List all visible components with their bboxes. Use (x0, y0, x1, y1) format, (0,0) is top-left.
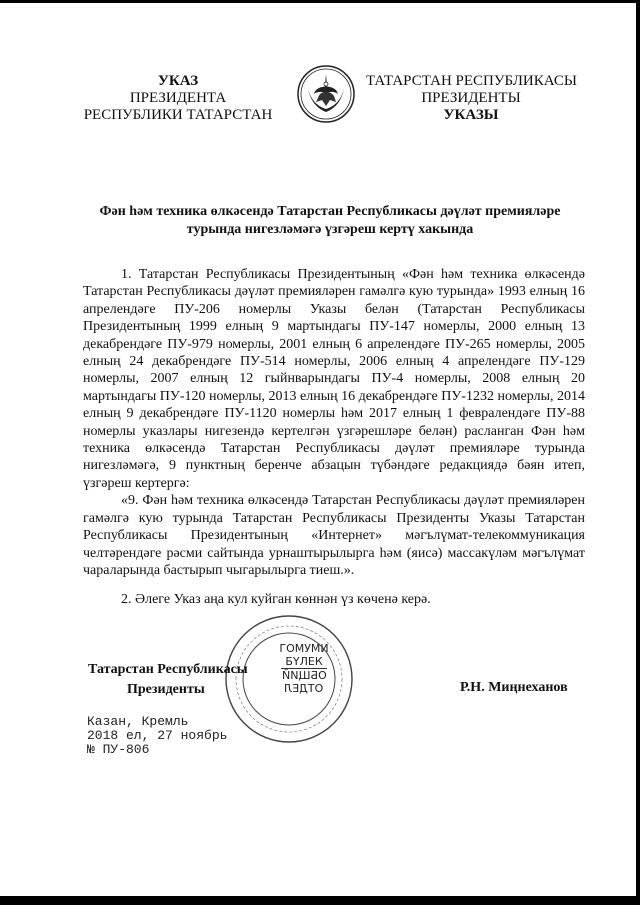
document-title (70, 203, 590, 239)
date-line: 2018 ел, 27 ноябрь (87, 728, 228, 743)
signatory-name: Р.Н. Миңнеханов (460, 680, 568, 695)
place-line: Казан, Кремль (87, 714, 189, 729)
header-right-line-2: ПРЕЗИДЕНТЫ (421, 90, 521, 106)
scan-frame-right (636, 0, 640, 905)
stamp-text (268, 642, 340, 695)
signature-title-line-1: Татарстан Республикасы (88, 662, 248, 677)
header-left-line-1: УКАЗ (157, 73, 199, 89)
place-date-number (87, 715, 227, 757)
header-russian (78, 73, 278, 124)
stamp-line-4: ОТДЕЛ (284, 682, 324, 695)
paragraph-3: 2. Әлеге Указ аңа кул куйган көннән үз көченә керә. (121, 592, 431, 608)
header-left-line-2: ПРЕЗИДЕНТА (129, 90, 227, 106)
scan-frame-bottom (0, 896, 640, 905)
paragraph-1: 1. Татарстан Республикасы Президентының «Фән һәм техника өлкәсендә Татарстан Республикасы дәүләт премияләрен гамәлгә кую турында» 1993 елның 16 апрелендәге ПУ-206 номерлы Указы белән (Татарстан Республикасы Президентының 1999 елның 9 мартындагы ПУ-147 номерлы, 2000 елның 13 декабрендәге ПУ-979 номерлы, 2001 елның 6 апрелендәге ПУ-265 номерлы, 2005 елның 24 декабрендәге ПУ-514 номерлы, 2006 елның 4 апрелендәге ПУ-129 номерлы, 2007 елның 12 гыйнварындагы ПУ-4 номерлы, 2008 елның 20 мартындагы ПУ-120 номерлы, 2013 елның 16 декабрендәге ПУ-1232 номерлы, 2014 елның 9 декабрендәге ПУ-1120 номерлы һәм 2017 елның 1 февралендәге ПУ-88 номерлы указлары нигезендә кертелгән үзгәрешләре белән) расланган Фән һәм техника өлкәсендә Татарстан Республикасы дәүләт премияләре турында нигезләмәгә, 9 пунктның беренче абзацын түбәндәге редакциядә бәян итеп, үзгәреш кертергә: (83, 267, 585, 491)
signature-title (88, 660, 248, 700)
document-body (83, 266, 585, 609)
header-left-line-3: РЕСПУБЛИКИ ТАТАРСТАН (83, 107, 273, 123)
stamp-line-1: ГОМУМИ (279, 642, 329, 655)
paragraph-2: «9. Фән һәм техника өлкәсендә Татарстан Республикасы дәүләт премияләрен гамәлгә кую турында Татарстан Республикасы Президенты Указы Татарстан Республикасы Президентының «Интернет» мәгълүмат-телекоммуникация челтәрендәге рәсми сайтында урнаштырылырга һәм (яисә) массакүләм мәгълүмат чараларында бастырып чыгарылырга тиеш.». (83, 493, 585, 578)
header-tatar (366, 73, 576, 124)
coat-of-arms-emblem (296, 64, 356, 124)
decree-number: № ПУ-806 (87, 742, 150, 757)
signature-title-line-2: Президенты (127, 682, 205, 697)
stamp-line-2: БҮЛЕК (281, 655, 326, 669)
title-line-2: турында нигезләмәгә үзгәреш кертү хакында (186, 222, 474, 237)
header-right-line-3: УКАЗЫ (443, 107, 499, 123)
header-right-line-1: ТАТАРСТАН РЕСПУБЛИКАСЫ (366, 73, 577, 89)
stamp-line-3: ОБЩИЙ (281, 669, 327, 682)
title-line-1: Фән һәм техника өлкәсендә Татарстан Республикасы дәүләт премияләре (99, 204, 561, 219)
scan-frame-top (0, 0, 640, 3)
